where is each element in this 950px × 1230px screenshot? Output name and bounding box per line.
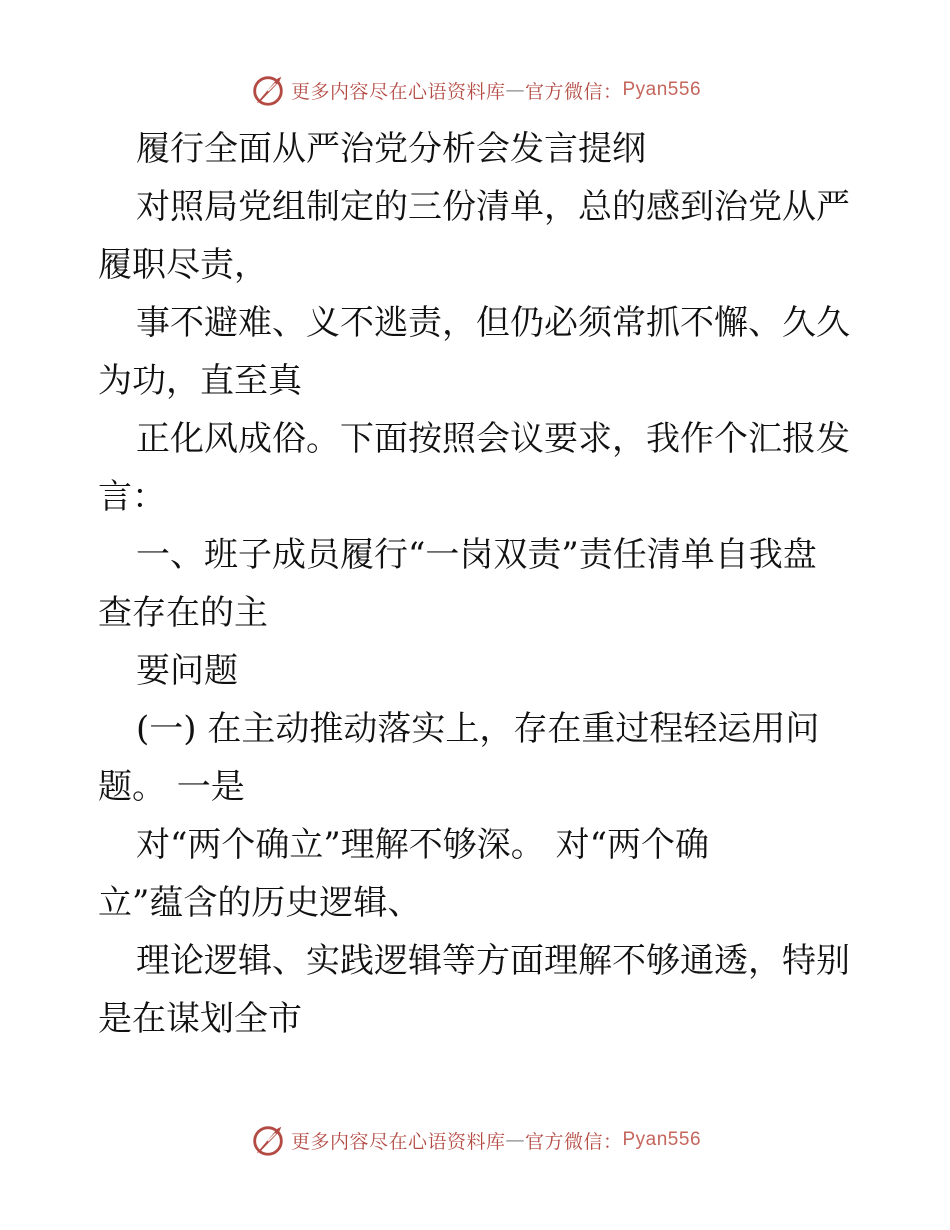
subsection-heading: (一) 在主动推动落实上，存在重过程轻运用问 <box>136 709 820 749</box>
watermark-site-text: 更多内容尽在心语资料库 <box>290 80 506 103</box>
watermark-wechat-label: 官方微信： <box>524 1130 623 1153</box>
watermark-footer <box>0 1120 950 1160</box>
document-body <box>98 120 858 1048</box>
paragraph-line: 是在谋划全市 <box>98 999 302 1039</box>
document-title: 履行全面从严治党分析会发言提纲 <box>136 129 646 169</box>
paragraph-line: 履职尽责， <box>98 245 268 285</box>
section-heading-cont: 要问题 <box>136 651 238 691</box>
paragraph-line: 理论逻辑、实践逻辑等方面理解不够通透，特别 <box>136 941 850 981</box>
paragraph-line: 立”蕴含的历史逻辑、 <box>98 883 422 923</box>
watermark-header <box>0 70 950 110</box>
paragraph-line: 言： <box>98 477 166 517</box>
section-heading-cont: 查存在的主 <box>98 593 268 633</box>
paragraph-line: 对“两个确立”理解不够深。 对“两个确 <box>136 825 709 865</box>
quill-pen-logo-icon <box>249 71 287 109</box>
quill-pen-logo-icon <box>249 1121 287 1159</box>
paragraph-line: 题。 一是 <box>98 767 245 807</box>
paragraph-line: 对照局党组制定的三份清单，总的感到治党从严 <box>136 187 850 227</box>
watermark-site-text: 更多内容尽在心语资料库 <box>290 1130 506 1153</box>
watermark-wechat-id: Pyan556 <box>622 1129 702 1150</box>
watermark-wechat-label: 官方微信： <box>524 80 623 103</box>
paragraph-line: 正化风成俗。下面按照会议要求，我作个汇报发 <box>136 419 850 459</box>
watermark-wechat-id: Pyan556 <box>622 79 702 100</box>
paragraph-line: 事不避难、义不逃责，但仍必须常抓不懈、久久 <box>136 303 850 343</box>
watermark-separator: — <box>505 79 525 101</box>
section-heading: 一、班子成员履行“一岗双责”责任清单自我盘 <box>136 535 817 575</box>
paragraph-line: 为功，直至真 <box>98 361 302 401</box>
watermark-separator: — <box>505 1129 525 1151</box>
